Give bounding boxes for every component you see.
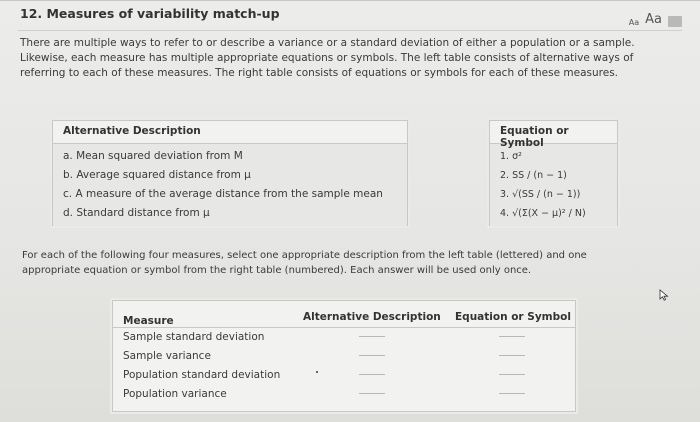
- alt-table-body: [53, 144, 407, 226]
- match-table-header: [113, 301, 575, 328]
- alt-column-header: Alternative Description: [303, 311, 441, 323]
- alt-answer-dropdown[interactable]: [359, 374, 385, 376]
- alt-answer-dropdown[interactable]: [359, 393, 385, 395]
- measure-label: Sample standard deviation: [123, 331, 265, 343]
- match-row-sample-sd: [113, 328, 575, 347]
- instructions-text: For each of the following four measures, select one appropriate description from the left table (lettered) and one appropriate equation or symbol from the right table (numbered). Each answer will be used only once.: [22, 250, 587, 276]
- eq-table-body: [490, 144, 617, 226]
- mouse-cursor-icon: [659, 289, 669, 301]
- alt-table-header: Alternative Description: [53, 121, 407, 144]
- top-border: [0, 0, 700, 1]
- eq-item-1: 1. σ²: [500, 151, 522, 162]
- stray-dot: [316, 371, 318, 373]
- eq-item-2: 2. SS / (n − 1): [500, 170, 567, 181]
- equation-symbol-table: [489, 120, 618, 226]
- measure-label: Sample variance: [123, 350, 211, 362]
- eq-item-3: 3. √(SS / (n − 1)): [500, 189, 581, 200]
- eq-item-4: 4. √(Σ(X − μ)² / N): [500, 208, 586, 219]
- question-title: 12. Measures of variability match-up: [20, 6, 280, 21]
- measure-label: Population standard deviation: [123, 369, 281, 381]
- measure-column-header: Measure: [123, 315, 174, 327]
- match-row-sample-variance: [113, 347, 575, 366]
- increase-font-button[interactable]: Aa: [645, 12, 662, 27]
- alternative-description-table: [52, 120, 408, 226]
- match-table: [112, 300, 576, 412]
- alt-answer-dropdown[interactable]: [359, 336, 385, 338]
- intro-text: There are multiple ways to refer to or describe a variance or a standard deviation of either a population or a sample. Likewise, each measure has multiple appropriate equations or symbols. The left table consists of alternative ways of referring to each of these measures. The right table consists of equations or symbols for each of these measures.: [20, 37, 635, 79]
- eq-table-header: Equation or Symbol: [490, 121, 617, 144]
- eq-answer-dropdown[interactable]: [499, 374, 525, 376]
- alt-item-c: c. A measure of the average distance from the sample mean: [63, 188, 383, 200]
- match-row-population-variance: [113, 385, 575, 404]
- alt-item-a: a. Mean squared deviation from M: [63, 150, 243, 162]
- title-divider: [18, 30, 682, 31]
- eq-answer-dropdown[interactable]: [499, 355, 525, 357]
- measure-label: Population variance: [123, 388, 227, 400]
- book-icon[interactable]: [668, 16, 682, 27]
- decrease-font-button[interactable]: Aa: [628, 18, 640, 27]
- match-row-population-sd: [113, 366, 575, 385]
- alt-item-d: d. Standard distance from μ: [63, 207, 210, 219]
- eq-answer-dropdown[interactable]: [499, 393, 525, 395]
- font-size-tools: [629, 12, 682, 27]
- alt-item-b: b. Average squared distance from μ: [63, 169, 251, 181]
- eq-column-header: Equation or Symbol: [455, 311, 571, 323]
- alt-answer-dropdown[interactable]: [359, 355, 385, 357]
- eq-answer-dropdown[interactable]: [499, 336, 525, 338]
